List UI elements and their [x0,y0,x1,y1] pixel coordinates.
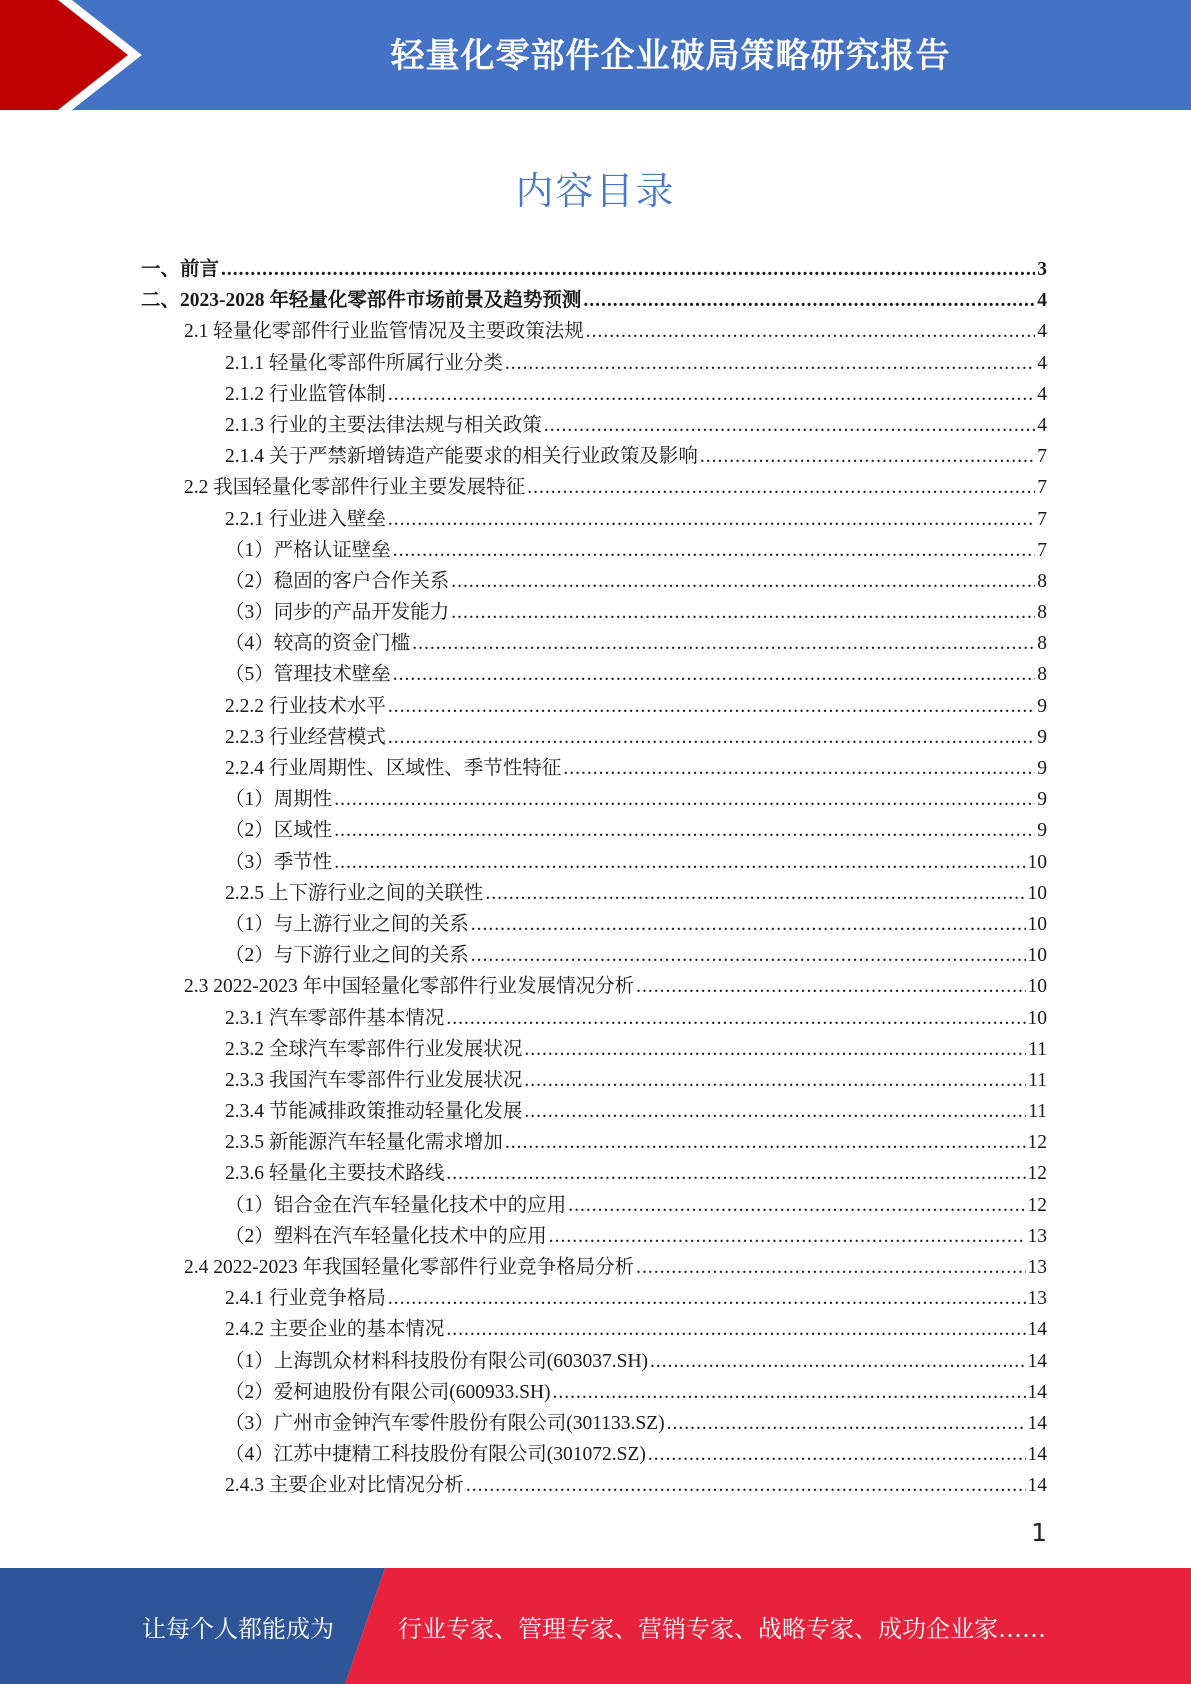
toc-entry[interactable] [141,1439,1047,1470]
toc-entry-page: 10 [1027,882,1047,904]
report-title: 轻量化零部件企业破局策略研究报告 [390,36,951,76]
toc-dot-leader [388,504,1035,535]
toc-entry-label: （1）铝合金在汽车轻量化技术中的应用 [225,1194,567,1216]
toc-entry-page: 7 [1037,446,1047,468]
toc-entry-label: 2.2.3 行业经营模式 [225,726,386,748]
toc-entry[interactable] [141,1377,1047,1408]
toc-entry-label: 2.2.5 上下游行业之间的关联性 [225,882,484,904]
toc-entry[interactable] [141,1252,1047,1283]
toc-dot-leader [446,1158,1025,1189]
toc-entry-label: （2）爱柯迪股份有限公司(600933.SH) [225,1381,551,1403]
toc-entry-page: 8 [1037,664,1047,686]
toc-entry[interactable] [141,659,1047,690]
toc-entry-page: 13 [1027,1225,1047,1247]
toc-entry[interactable] [141,1034,1047,1065]
toc-entry[interactable] [141,753,1047,784]
toc-dot-leader [471,909,1026,940]
toc-entry-page: 4 [1037,321,1047,343]
toc-entry-page: 7 [1037,477,1047,499]
toc-entry-page: 10 [1027,1007,1047,1029]
toc-entry-page: 14 [1027,1444,1047,1466]
toc-entry-label: 2.3.6 轻量化主要技术路线 [225,1163,445,1185]
toc-dot-leader [544,410,1035,441]
toc-entry-page: 9 [1037,695,1047,717]
toc-entry-label: 2.1 轻量化零部件行业监管情况及主要政策法规 [184,321,584,343]
toc-entry-label: （1）严格认证壁垒 [225,539,391,561]
toc-entry-page: 14 [1027,1319,1047,1341]
toc-dot-leader [446,1003,1025,1034]
toc-dot-leader [412,628,1035,659]
toc-dot-leader [446,1314,1025,1345]
toc-dot-leader [524,1034,1026,1065]
toc-entry-page: 10 [1027,913,1047,935]
toc-entry[interactable] [141,1096,1047,1127]
toc-dot-leader [451,597,1035,628]
toc-dot-leader [466,1470,1026,1501]
toc-dot-leader [549,1221,1026,1252]
toc-entry-page: 4 [1037,414,1047,436]
toc-dot-leader [583,285,1035,316]
toc-entry[interactable] [141,472,1047,503]
toc-entry-label: 2.1.4 关于严禁新增铸造产能要求的相关行业政策及影响 [225,446,698,468]
toc-dot-leader [636,971,1025,1002]
toc-entry[interactable] [141,254,1047,285]
toc-dot-leader [393,659,1035,690]
toc-entry[interactable] [141,410,1047,441]
toc-entry-page: 11 [1028,1069,1047,1091]
toc-entry[interactable] [141,971,1047,1002]
toc-dot-leader [334,784,1035,815]
toc-entry-page: 4 [1037,290,1047,312]
toc-dot-leader [553,1377,1026,1408]
toc-entry-label: 2.2 我国轻量化零部件行业主要发展特征 [184,477,526,499]
toc-entry-page: 9 [1037,726,1047,748]
toc-dot-leader [636,1252,1025,1283]
toc-entry[interactable] [141,1190,1047,1221]
toc-entry[interactable] [141,1003,1047,1034]
toc-entry-label: （1）周期性 [225,789,333,811]
toc-entry-label: （5）管理技术壁垒 [225,664,391,686]
toc-dot-leader [393,535,1035,566]
toc-entry-page: 13 [1027,1288,1047,1310]
toc-entry[interactable] [141,784,1047,815]
toc-entry-page: 14 [1027,1475,1047,1497]
toc-entry-page: 14 [1027,1381,1047,1403]
toc-entry-label: 2.2.2 行业技术水平 [225,695,386,717]
toc-entry[interactable] [141,722,1047,753]
toc-entry-label: （2）区域性 [225,820,333,842]
toc-entry-page: 12 [1027,1132,1047,1154]
toc-entry-page: 13 [1027,1257,1047,1278]
toc-entry-page: 10 [1027,851,1047,873]
toc-entry-label: 2.4.1 行业竞争格局 [225,1288,386,1310]
toc-heading: 内容目录 [515,169,676,213]
toc-dot-leader [334,815,1035,846]
toc-entry-page: 12 [1027,1163,1047,1185]
footer-slogan-right: 行业专家、管理专家、营销专家、战略专家、成功企业家…… [398,1614,1046,1643]
toc-entry[interactable] [141,628,1047,659]
page-number: 1 [1031,1518,1047,1547]
toc-entry[interactable] [141,1314,1047,1345]
toc-dot-leader [650,1346,1025,1377]
toc-entry-page: 8 [1037,633,1047,655]
toc-dot-leader [334,847,1025,878]
toc-dot-leader [648,1439,1026,1470]
toc-entry-page: 8 [1037,602,1047,624]
toc-entry-page: 9 [1037,820,1047,842]
toc-entry[interactable] [141,1158,1047,1189]
toc-entry[interactable] [141,1127,1047,1158]
toc-entry[interactable] [141,815,1047,846]
toc-entry-label: （2）稳固的客户合作关系 [225,570,450,592]
toc-dot-leader [388,379,1035,410]
toc-entry-page: 4 [1037,383,1047,405]
toc-dot-leader [471,940,1026,971]
toc-entry-label: （4）江苏中捷精工科技股份有限公司(301072.SZ) [225,1444,646,1466]
toc-entry[interactable] [141,1346,1047,1377]
toc-entry-page: 10 [1027,945,1047,967]
toc-entry[interactable] [141,878,1047,909]
toc-entry-label: 2.3.1 汽车零部件基本情况 [225,1007,445,1029]
toc-entry-page: 3 [1037,259,1047,280]
toc-entry[interactable] [141,847,1047,878]
footer-slogan-left: 让每个人都能成为 [142,1614,334,1643]
toc-entry-label: 2.1.1 轻量化零部件所属行业分类 [225,352,503,374]
toc-entry-label: 2.1.3 行业的主要法律法规与相关政策 [225,414,542,436]
page-footer [0,1568,1191,1684]
toc-dot-leader [586,316,1035,347]
toc-entry-page: 7 [1037,539,1047,561]
toc-entry[interactable] [141,597,1047,628]
toc-entry-label: 二、2023-2028 年轻量化零部件市场前景及趋势预测 [141,290,582,312]
toc-dot-leader [485,878,1025,909]
toc-entry-label: 2.3.2 全球汽车零部件行业发展状况 [225,1038,523,1060]
toc-entry-page: 4 [1037,352,1047,374]
toc-entry-label: （3）同步的产品开发能力 [225,602,450,624]
toc-entry-label: （4）较高的资金门槛 [225,633,411,655]
toc-entry-label: 2.3.5 新能源汽车轻量化需求增加 [225,1132,503,1154]
toc-entry[interactable] [141,1283,1047,1314]
toc-entry-label: （1）上海凯众材料科技股份有限公司(603037.SH) [225,1350,649,1372]
toc-dot-leader [451,566,1035,597]
toc-entry[interactable] [141,1221,1047,1252]
toc-dot-leader [568,1190,1025,1221]
toc-entry-label: 2.4.3 主要企业对比情况分析 [225,1475,464,1497]
toc-entry[interactable] [141,535,1047,566]
table-of-contents [141,254,1047,1502]
toc-dot-leader [388,1283,1026,1314]
toc-entry-label: 2.4 2022-2023 年我国轻量化零部件行业竞争格局分析 [184,1257,635,1278]
toc-dot-leader [563,753,1035,784]
toc-entry-label: （3）广州市金钟汽车零件股份有限公司(301133.SZ) [225,1412,665,1434]
toc-entry-page: 11 [1028,1038,1047,1060]
toc-entry[interactable] [141,566,1047,597]
toc-entry-label: （2）与下游行业之间的关系 [225,945,469,967]
toc-entry[interactable] [141,1470,1047,1501]
toc-entry-label: 2.3.3 我国汽车零部件行业发展状况 [225,1069,523,1091]
toc-entry-page: 9 [1037,789,1047,811]
toc-dot-leader [388,722,1035,753]
toc-entry[interactable] [141,441,1047,472]
toc-dot-leader [505,348,1035,379]
toc-entry-page: 14 [1027,1412,1047,1434]
toc-dot-leader [527,472,1035,503]
toc-entry-label: （2）塑料在汽车轻量化技术中的应用 [225,1225,547,1247]
toc-entry-page: 9 [1037,758,1047,779]
toc-dot-leader [700,441,1035,472]
toc-entry[interactable] [141,285,1047,316]
toc-entry-label: 一、前言 [141,259,220,280]
toc-entry[interactable] [141,940,1047,971]
toc-entry-label: 2.3.4 节能减排政策推动轻量化发展 [225,1101,523,1123]
toc-entry-label: （3）季节性 [225,851,333,873]
toc-entry[interactable] [141,1065,1047,1096]
toc-entry-page: 7 [1037,508,1047,530]
toc-dot-leader [524,1065,1026,1096]
toc-entry-label: 2.2.1 行业进入壁垒 [225,508,386,530]
toc-entry[interactable] [141,316,1047,347]
toc-dot-leader [388,691,1035,722]
page-header [0,0,1191,110]
toc-entry-page: 12 [1027,1194,1047,1216]
toc-entry[interactable] [141,379,1047,410]
toc-entry[interactable] [141,691,1047,722]
toc-entry[interactable] [141,504,1047,535]
toc-entry-label: 2.1.2 行业监管体制 [225,383,386,405]
toc-entry-label: 2.2.4 行业周期性、区域性、季节性特征 [225,758,562,779]
toc-entry[interactable] [141,909,1047,940]
toc-dot-leader [667,1408,1026,1439]
toc-entry-page: 8 [1037,570,1047,592]
toc-entry-page: 14 [1027,1350,1047,1372]
toc-dot-leader [524,1096,1026,1127]
toc-entry-page: 11 [1028,1101,1047,1123]
toc-entry-label: 2.4.2 主要企业的基本情况 [225,1319,445,1341]
header-arrow-ribbon [0,0,160,110]
toc-entry-label: 2.3 2022-2023 年中国轻量化零部件行业发展情况分析 [184,976,635,998]
toc-dot-leader [221,254,1035,285]
toc-entry[interactable] [141,348,1047,379]
toc-entry[interactable] [141,1408,1047,1439]
toc-dot-leader [505,1127,1026,1158]
toc-entry-page: 10 [1027,976,1047,998]
toc-entry-label: （1）与上游行业之间的关系 [225,913,469,935]
